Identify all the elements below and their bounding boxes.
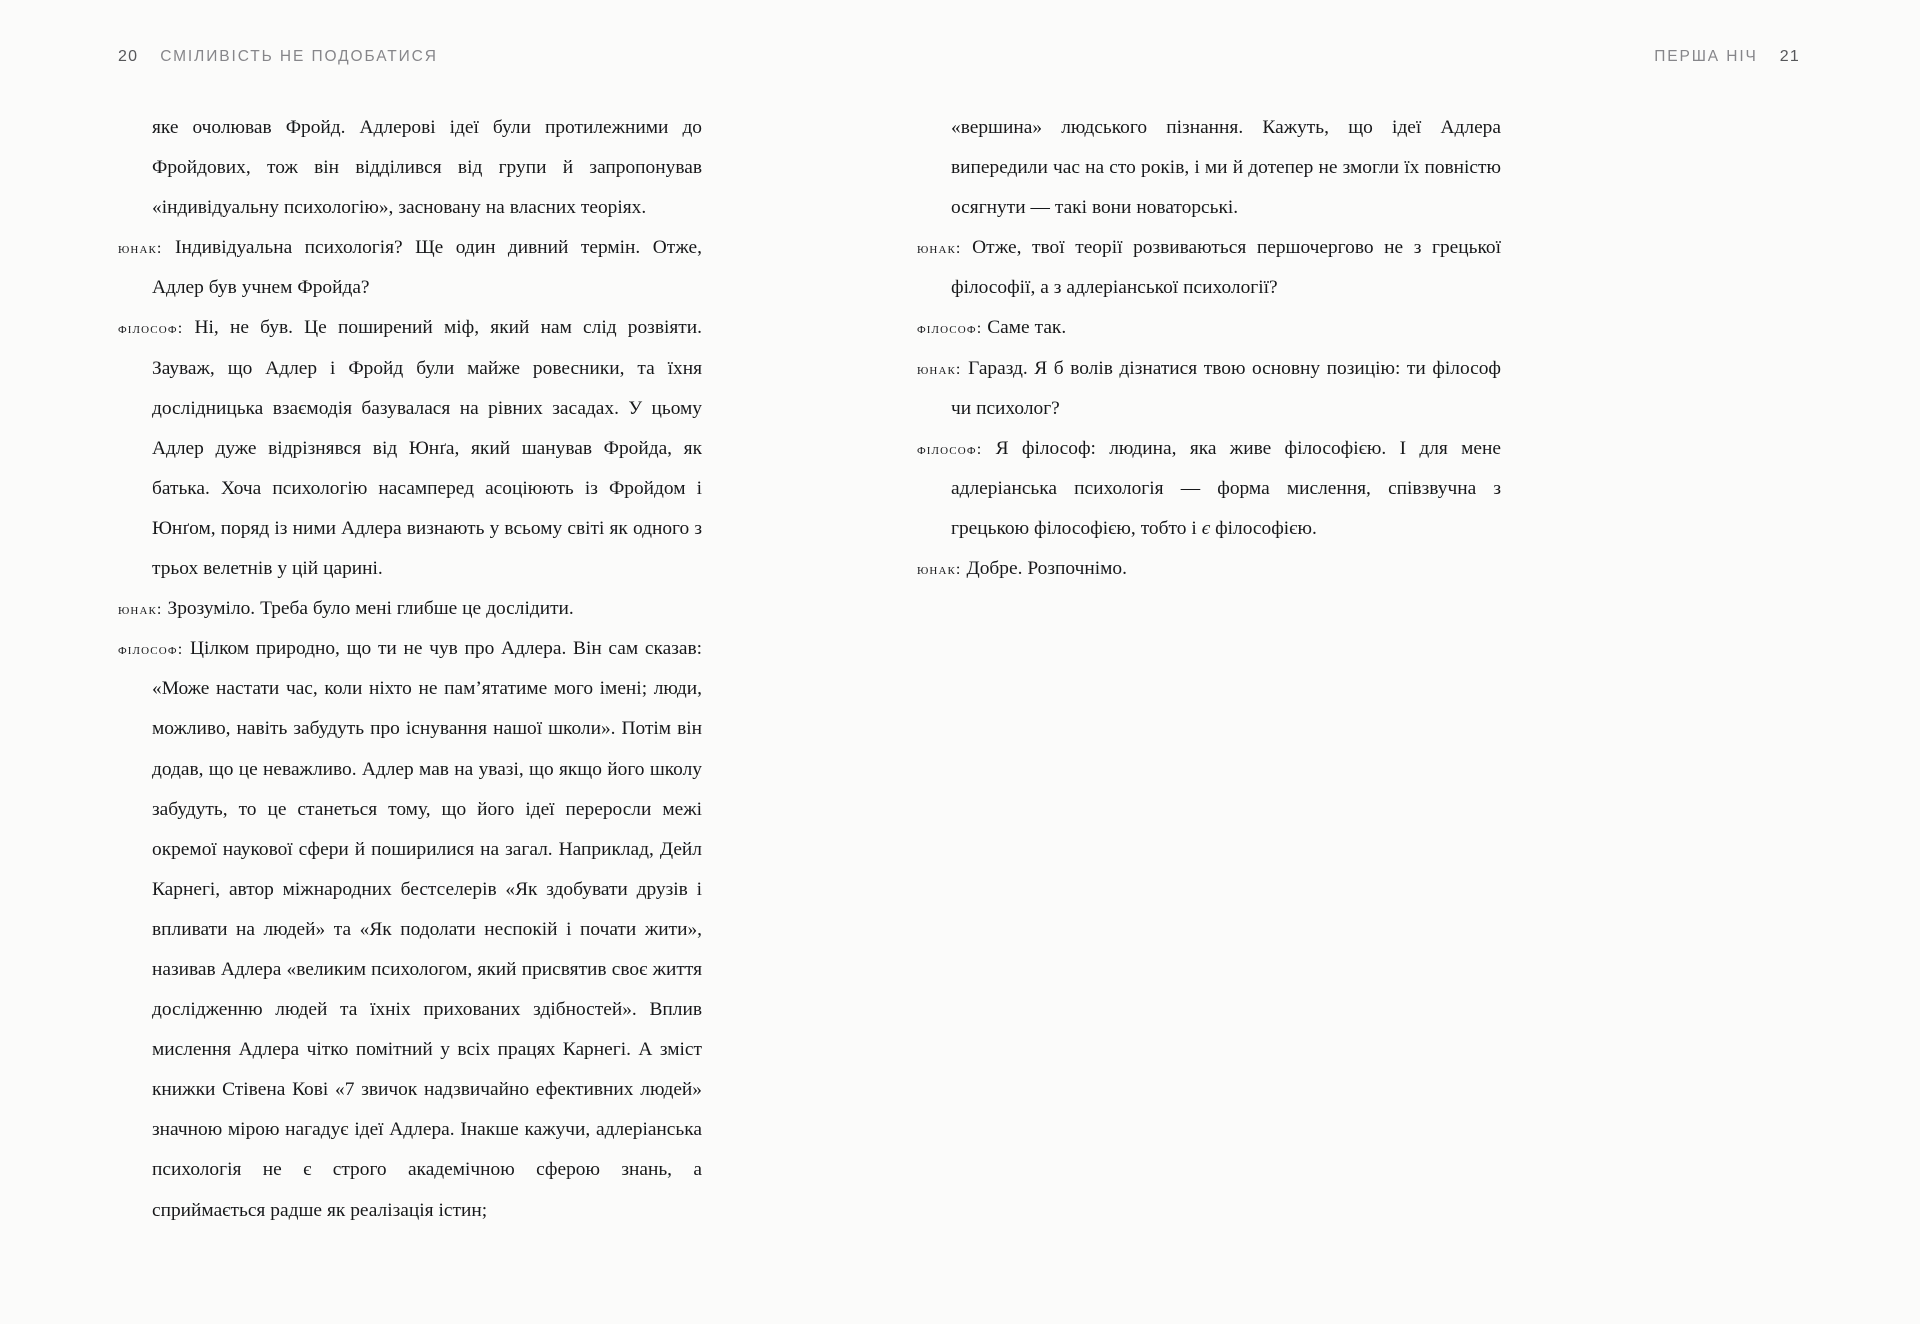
page-number-left: 20 (118, 48, 139, 65)
emphasis-text: є (1201, 517, 1211, 539)
speaker-label: філософ: (917, 439, 983, 458)
dialogue-line (118, 589, 702, 629)
dialogue-line (917, 429, 1501, 549)
dialogue-line (917, 308, 1501, 348)
dialogue-text: Саме так. (987, 317, 1067, 339)
running-title-left: СМІЛИВІСТЬ НЕ ПОДОБАТИСЯ (160, 48, 438, 65)
speaker-label: юнак: (917, 239, 962, 258)
dialogue-line (118, 629, 702, 1230)
speaker-label: юнак: (118, 239, 163, 258)
dialogue-text: Індивідуальна психологія? Ще один дивний термін. Отже, Адлер був учнем Фройда? (152, 237, 702, 299)
speaker-label: юнак: (917, 560, 962, 579)
paragraph-text: «вершина» людського пізнання. Кажуть, що ідеї Адлера випередили час на сто років, і ми й дотепер не змогли їх повністю осягнути — такі вони новаторські. (951, 117, 1501, 219)
dialogue-line (118, 308, 702, 589)
speaker-label: філософ: (118, 640, 184, 659)
dialogue-line (118, 228, 702, 308)
paragraph-continuation (118, 108, 702, 228)
dialogue-line (917, 549, 1501, 589)
dialogue-text-tail: філософією. (1210, 517, 1317, 539)
speaker-label: юнак: (917, 359, 962, 378)
running-head-right (1654, 48, 1800, 66)
page-column-right (917, 108, 1501, 589)
dialogue-text: Цілком природно, що ти не чув про Адлера. Він сам сказав: «Може настати час, коли ніхто не пам’ятатиме мого імені; люди, можливо, навіть забудуть про існування нашої школи». Потім він додав, що це неважливо. Адлер мав на увазі, що якщо його школу забудуть, то це станеться тому, що його ідеї переросли межі окремої наукової сфери й поширилися на загал. Наприклад, Дейл Карнегі, автор міжнародних бестселерів «Як здобувати друзів і впливати на людей» та «Як подолати неспокій і почати жити», називав Адлера «великим психологом, який присвятив своє життя дослідженню людей та їхніх прихованих здібностей». Вплив мислення Адлера чітко помітний у всіх працях Карнегі. А зміст книжки Стівена Кові «7 звичок надзвичайно ефективних людей» значною мірою нагадує ідеї Адлера. Інакше кажучи, адлеріанська психологія не є строго академічною сферою знань, а сприймається радше як реалізація істин; (152, 638, 703, 1221)
dialogue-line (917, 349, 1501, 429)
speaker-label: філософ: (917, 319, 983, 338)
running-title-right: ПЕРША НІЧ (1654, 48, 1758, 65)
dialogue-line (917, 228, 1501, 308)
dialogue-text: Ні, не був. Це поширений міф, який нам слід розвіяти. Зауваж, що Адлер і Фройд були майже ровесники, та їхня дослідницька взаємодія базувалася на рівних засадах. У цьому Адлер дуже відрізнявся від Юнґа, який шанував Фройда, як батька. Хоча психологію насамперед асоціюють із Фройдом і Юнґом, поряд із ними Адлера визнають у всьому світі як одного з трьох велетнів у цій царині. (152, 317, 702, 580)
dialogue-text: Я філософ: людина, яка живе філософією. І для мене адлеріанська психологія — форма мислення, співзвучна з грецькою філософією, тобто і (951, 437, 1501, 539)
speaker-label: філософ: (118, 319, 184, 338)
paragraph-text: яке очолював Фройд. Адлерові ідеї були протилежними до Фройдових, тож він відділився від групи й запропонував «індивідуальну психологію», засновану на власних теоріях. (152, 117, 702, 219)
dialogue-text: Добре. Розпочнімо. (966, 558, 1127, 580)
speaker-label: юнак: (118, 600, 163, 619)
dialogue-text: Гаразд. Я б волів дізнатися твою основну позицію: ти філософ чи психолог? (951, 357, 1501, 419)
page-column-left (118, 108, 702, 1231)
dialogue-text: Зрозуміло. Треба було мені глибше це дослідити. (167, 598, 574, 620)
running-head-left (118, 48, 438, 66)
dialogue-text: Отже, твої теорії розвиваються першочергово не з грецької філософії, а з адлеріанської психології? (951, 237, 1502, 299)
paragraph-continuation (917, 108, 1501, 228)
page-number-right: 21 (1779, 48, 1800, 65)
